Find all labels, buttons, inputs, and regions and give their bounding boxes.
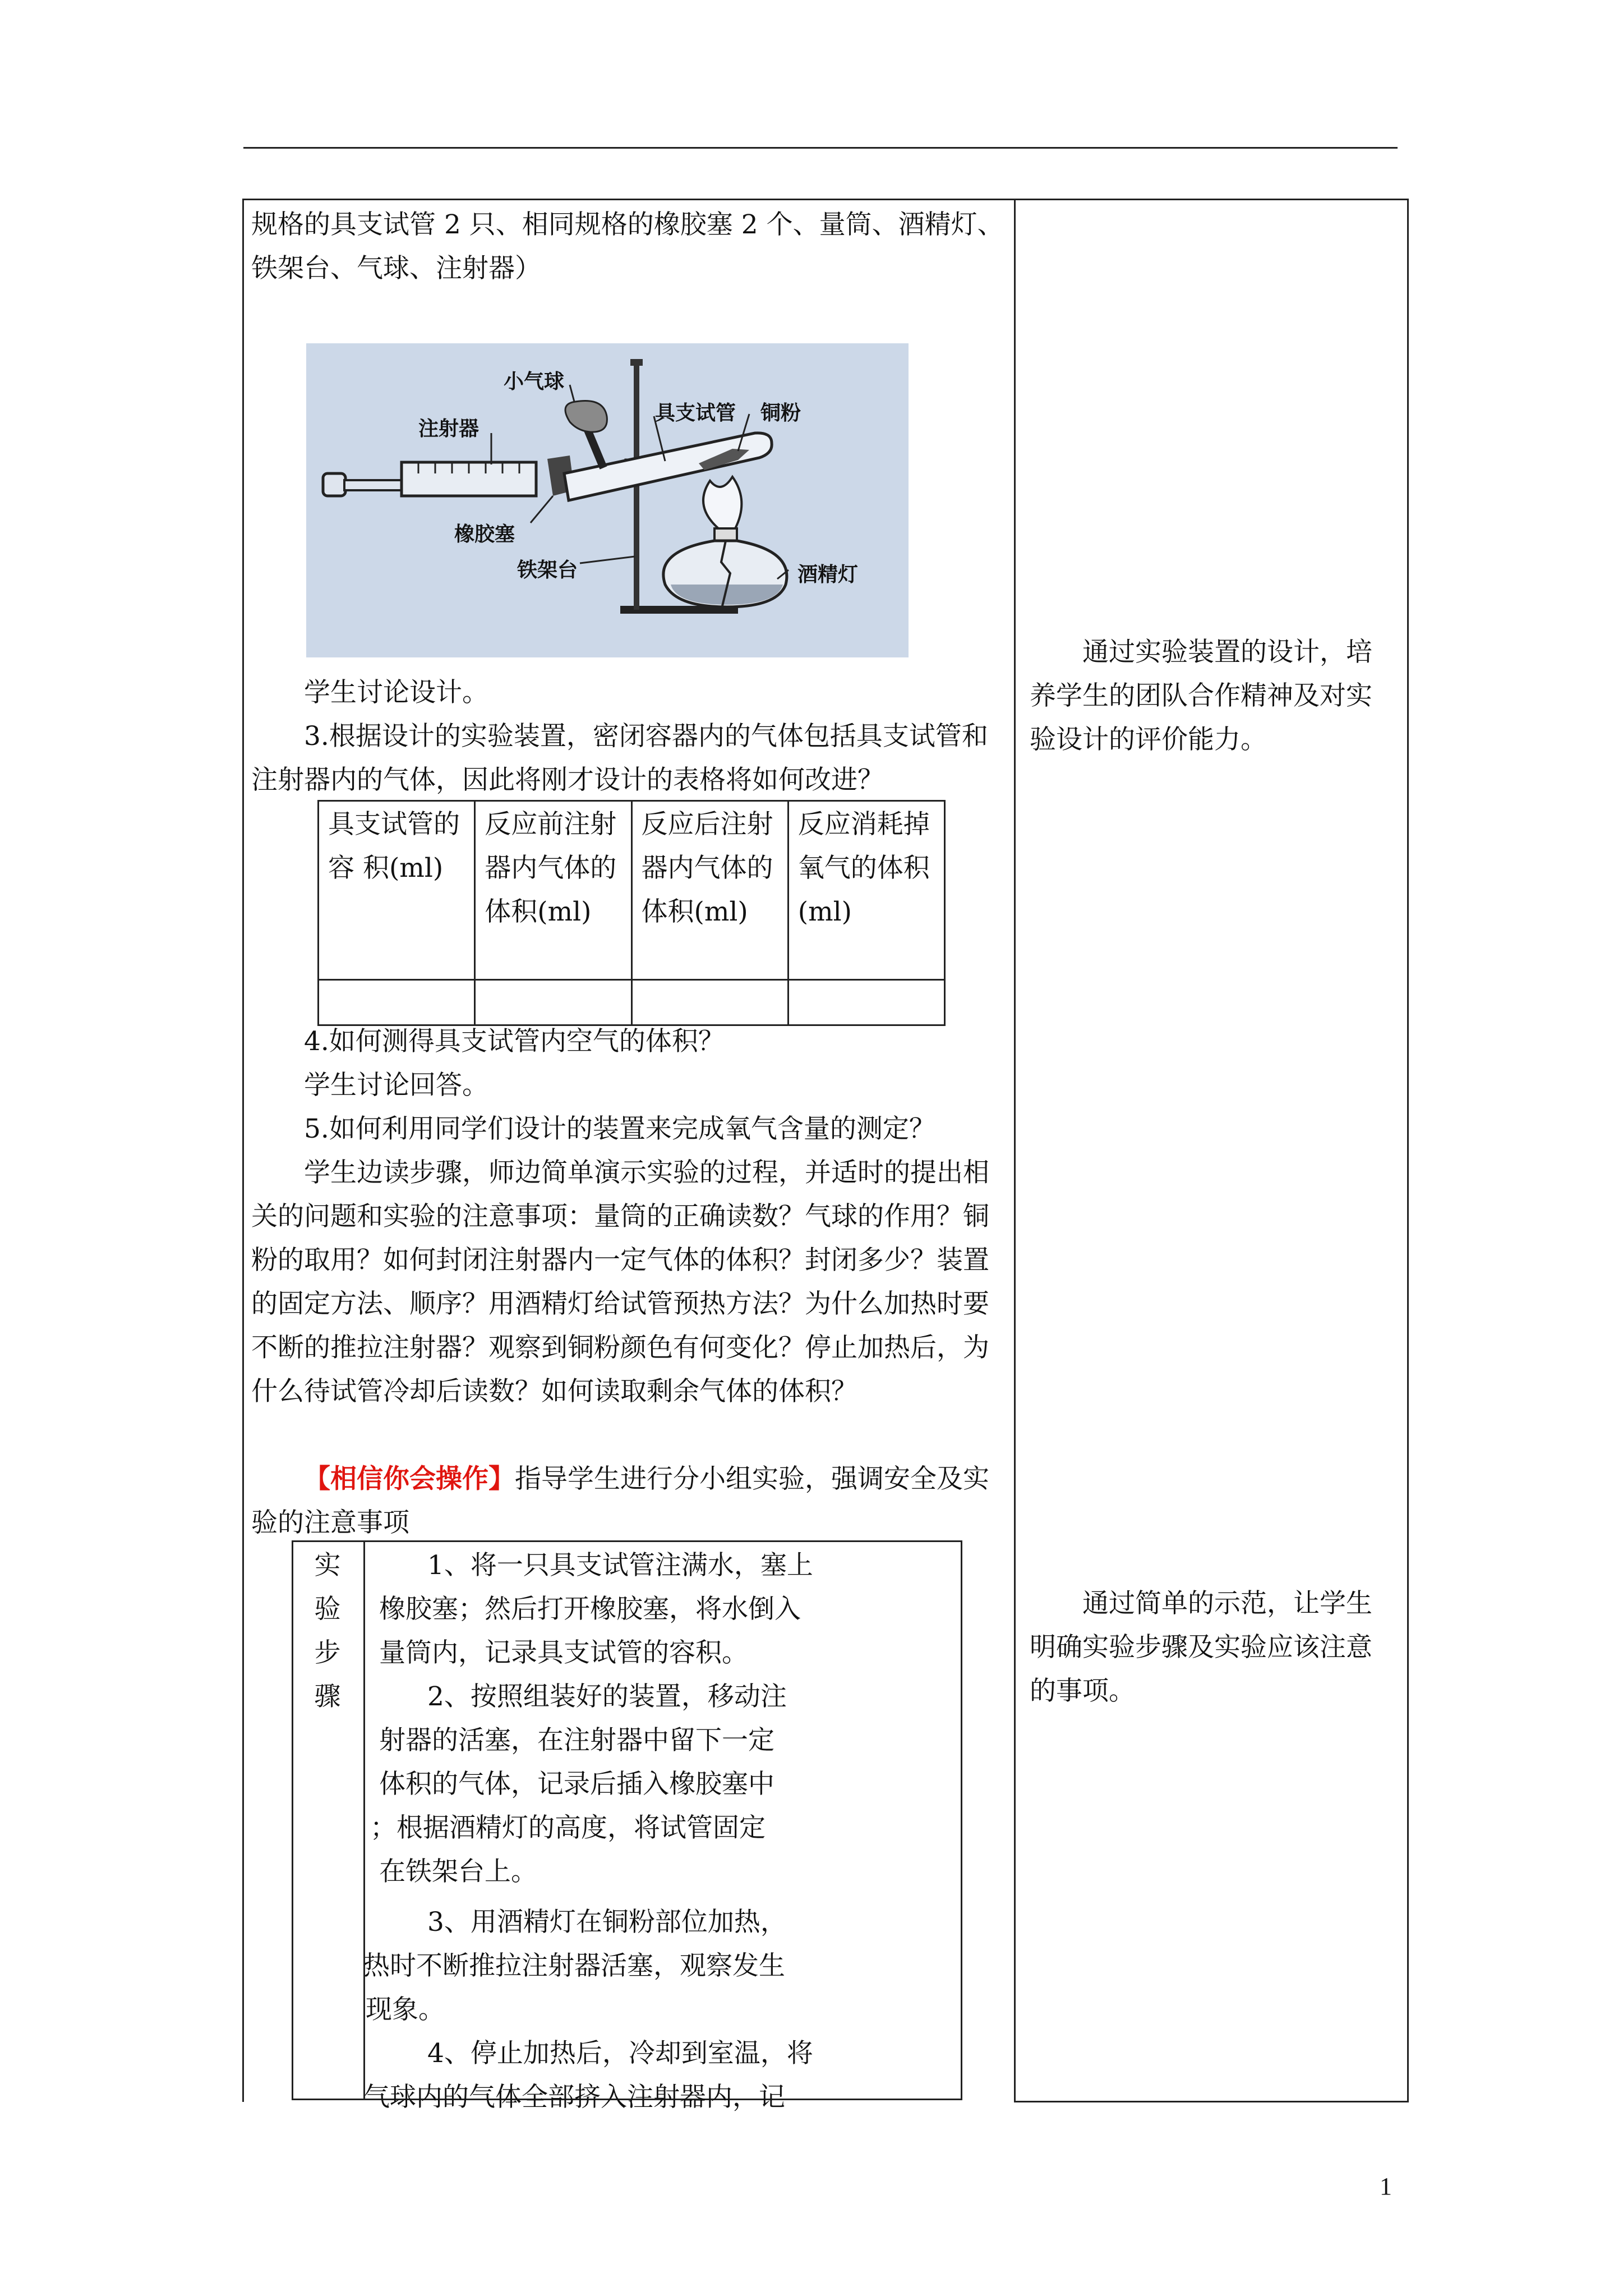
- steps-label-char: 骤: [314, 1681, 341, 1712]
- step-line: 橡胶塞；然后打开橡胶塞，将水倒入: [379, 1594, 801, 1625]
- table-cell: [475, 980, 631, 1025]
- table-header-oxygen: 反应消耗掉氧气的体积(ml): [788, 801, 944, 980]
- question-4: 4.如何测得具支试管内空气的体积？: [304, 1026, 725, 1057]
- syringe-rod: [344, 480, 406, 490]
- syringe-plunger-end: [323, 473, 345, 496]
- table-cell: [788, 980, 944, 1025]
- step-line: 射器的活塞，在注射器中留下一定: [379, 1725, 774, 1756]
- step-line: 气球内的气体全部挤入注射器内，记: [363, 2082, 785, 2113]
- discussion-answer: 学生讨论回答。: [304, 1070, 488, 1101]
- demo-paragraph: 学生边读步骤，师边简单演示实验的过程，并适时的提出相关的问题和实验的注意事项：量筒的正确读数？气球的作用？铜粉的取用？如何封闭注射器内一定气体的体积？封闭多少？装置的固定方法、顺序？用酒精灯给试管预热方法？为什么加热时要不断的推拉注射器？观察到铜粉颜色有何变化？停止加热后，为什么待试管冷却后读数？如何读取剩余气体的体积？: [251, 1157, 989, 1407]
- right-cell-bottom-border: [1014, 2101, 1409, 2102]
- flame: [703, 477, 741, 528]
- apparatus-figure: [306, 343, 909, 657]
- steps-label-char: 验: [314, 1594, 341, 1625]
- step-line: 1、将一只具支试管注满水，塞上: [427, 1550, 813, 1581]
- table-cell: [319, 980, 475, 1025]
- operate-title: 【相信你会操作】: [304, 1464, 515, 1494]
- step-line: 4、停止加热后，冷却到室温，将: [427, 2038, 813, 2069]
- step-line: 在铁架台上。: [379, 1856, 537, 1887]
- step-line: 3、用酒精灯在铜粉部位加热，: [427, 1907, 787, 1938]
- measurement-table: [317, 800, 946, 1026]
- label-syringe: 注射器: [418, 417, 479, 440]
- note-design: 通过实验装置的设计，培养学生的团队合作精神及对实验设计的评价能力。: [1030, 637, 1372, 755]
- header-rule: [243, 147, 1398, 149]
- steps-label-char: 步: [314, 1637, 341, 1668]
- table-row: [319, 980, 945, 1025]
- step-line: 2、按照组装好的装置，移动注: [427, 1681, 787, 1712]
- steps-label-char: 实: [314, 1550, 341, 1581]
- operate-paragraph: [251, 1457, 1008, 1545]
- table-header-after: 反应后注射器内气体的体积(ml): [631, 801, 788, 980]
- step-line: 量筒内，记录具支试管的容积。: [379, 1637, 748, 1668]
- operate-text: 指导学生进行分小组实验，强调安全及实验的注意事项: [251, 1464, 989, 1538]
- balloon: [565, 401, 607, 432]
- steps-divider: [363, 1540, 365, 2100]
- label-copper: 铜粉: [760, 402, 801, 425]
- discussion-design: 学生讨论设计。: [304, 677, 488, 708]
- step-line: 现象。: [366, 1994, 445, 2025]
- note-demo: 通过简单的示范，让学生明确实验步骤及实验应该注意的事项。: [1030, 1588, 1372, 1706]
- label-lamp: 酒精灯: [797, 563, 859, 586]
- stand-rod-top: [630, 359, 643, 366]
- page-number: 1: [1380, 2173, 1392, 2200]
- question-3: 3.根据设计的实验装置，密闭容器内的气体包括具支试管和注射器内的气体，因此将刚才设计的表格将如何改进？: [251, 721, 988, 795]
- step-line: 热时不断推拉注射器活塞，观察发生: [363, 1950, 785, 1981]
- table-header-row: [319, 801, 945, 980]
- apparatus-drawing: [306, 343, 909, 657]
- question-5: 5.如何利用同学们设计的装置来完成氧气含量的测定？: [304, 1114, 935, 1144]
- label-tube: 具支试管: [655, 402, 736, 425]
- step-line: ；根据酒精灯的高度，将试管固定: [370, 1812, 766, 1843]
- table-cell: [631, 980, 788, 1025]
- steps-label: [303, 1544, 352, 1719]
- materials-text: 规格的具支试管 2 只、相同规格的橡胶塞 2 个、量筒、酒精灯、铁架台、气球、注射器）: [251, 209, 1004, 284]
- column-divider: [1014, 199, 1016, 2102]
- table-header-before: 反应前注射器内气体的体积(ml): [475, 801, 631, 980]
- table-header-tube-volume: 具支试管的 容 积(ml): [319, 801, 475, 980]
- step-line: 体积的气体，记录后插入橡胶塞中: [379, 1769, 774, 1800]
- label-stand: 铁架台: [517, 559, 578, 582]
- label-stopper: 橡胶塞: [454, 523, 515, 546]
- label-balloon: 小气球: [504, 370, 565, 393]
